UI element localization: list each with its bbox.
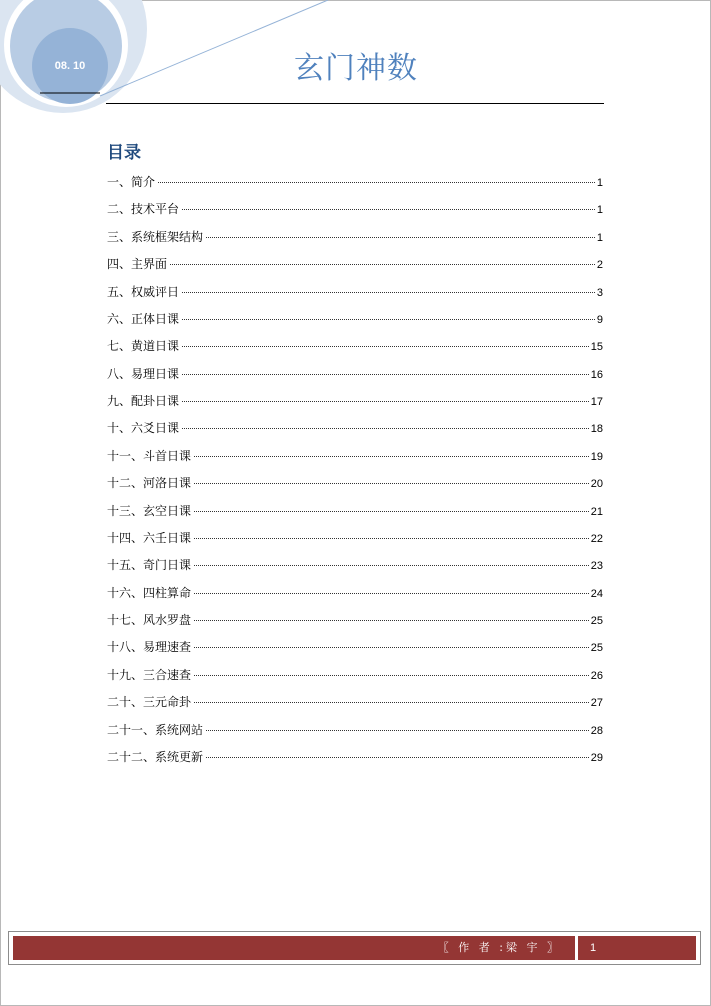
toc-leader	[182, 428, 589, 429]
toc-entry-page: 25	[590, 615, 603, 627]
toc-entry-label: 二、技术平台	[107, 202, 180, 217]
toc-leader	[182, 209, 595, 210]
toc-leader	[194, 593, 589, 594]
toc-leader	[182, 292, 595, 293]
toc-entry-page: 29	[590, 751, 603, 764]
title-rule	[106, 103, 604, 104]
toc-leader	[194, 456, 589, 457]
toc-entry-label: 十六、四柱算命	[107, 585, 192, 600]
toc-entry-label: 二十、三元命卦	[107, 695, 192, 710]
toc-entry[interactable]	[107, 525, 603, 552]
toc-entry-page: 2	[596, 259, 603, 272]
toc-entry-page: 20	[590, 478, 603, 491]
toc-entry-label: 十三、玄空日课	[107, 503, 192, 518]
toc-entry-page: 17	[590, 396, 603, 408]
toc-entry[interactable]	[107, 388, 603, 415]
toc-entry-page: 19	[590, 450, 603, 463]
toc-entry[interactable]	[107, 169, 603, 196]
toc-heading: 目录	[107, 143, 141, 163]
toc-entry-label: 十九、三合速查	[107, 667, 192, 682]
toc-leader	[158, 182, 595, 183]
toc-entry-label: 十二、河洛日课	[107, 476, 192, 491]
toc-entry-page: 24	[590, 587, 603, 600]
toc-entry-label: 十八、易理速查	[107, 640, 192, 655]
toc-entry-label: 九、配卦日课	[107, 394, 180, 408]
toc-entry[interactable]	[107, 580, 603, 607]
toc-entry-label: 八、易理日课	[107, 366, 180, 381]
toc-leader	[182, 401, 589, 402]
toc-entry-label: 二十一、系统网站	[107, 722, 204, 737]
toc-entry[interactable]	[107, 361, 603, 388]
toc-entry[interactable]	[107, 744, 603, 771]
toc-entry-page: 22	[590, 532, 603, 545]
toc-entry[interactable]	[107, 634, 603, 661]
toc-entry-page: 16	[590, 368, 603, 381]
toc-entry-label: 三、系统框架结构	[107, 229, 204, 244]
toc-entry-label: 四、主界面	[107, 257, 168, 272]
toc-leader	[170, 264, 595, 265]
toc-entry[interactable]	[107, 306, 603, 333]
page-footer	[8, 931, 701, 965]
toc-entry-label: 一、简介	[107, 175, 156, 189]
toc-entry[interactable]	[107, 717, 603, 744]
toc-entry[interactable]	[107, 443, 603, 470]
toc-entry-label: 二十二、系统更新	[107, 749, 204, 764]
toc-leader	[194, 702, 589, 703]
toc-entry-label: 十五、奇门日课	[107, 558, 192, 573]
toc-entry[interactable]	[107, 498, 603, 525]
toc-leader	[182, 374, 589, 375]
toc-leader	[182, 319, 595, 320]
toc-entry-page: 23	[590, 560, 603, 573]
toc-entry[interactable]	[107, 415, 603, 442]
toc-entry-label: 十一、斗首日课	[107, 448, 192, 463]
toc-entry[interactable]	[107, 689, 603, 716]
toc-entry-page: 25	[590, 642, 603, 655]
toc-leader	[206, 757, 589, 758]
toc-leader	[194, 538, 589, 539]
toc-entry-page: 27	[590, 697, 603, 710]
toc-entry-page: 15	[590, 341, 603, 354]
toc-entry-page: 3	[596, 286, 603, 299]
toc-entry-page: 1	[596, 231, 603, 244]
toc-entry-label: 七、黄道日课	[107, 339, 180, 354]
footer-author: 〖 作 者 :梁 宇 〗	[437, 941, 561, 954]
footer-page-number: 1	[590, 942, 597, 954]
footer-bar	[13, 936, 696, 960]
table-of-contents	[107, 169, 603, 771]
toc-entry[interactable]	[107, 224, 603, 251]
date-badge: 08. 10	[54, 60, 86, 72]
toc-entry-page: 9	[596, 313, 603, 326]
toc-leader	[194, 511, 589, 512]
toc-entry-page: 28	[590, 724, 603, 737]
toc-entry[interactable]	[107, 196, 603, 223]
document-title: 玄门神数	[294, 51, 418, 86]
toc-entry[interactable]	[107, 552, 603, 579]
toc-entry[interactable]	[107, 251, 603, 278]
toc-entry-page: 1	[596, 204, 603, 217]
toc-entry[interactable]	[107, 607, 603, 634]
toc-leader	[194, 620, 589, 621]
toc-entry-page: 21	[590, 505, 603, 518]
toc-entry[interactable]	[107, 662, 603, 689]
toc-leader	[194, 675, 589, 676]
toc-leader	[206, 730, 589, 731]
toc-entry[interactable]	[107, 279, 603, 306]
toc-entry[interactable]	[107, 333, 603, 360]
toc-entry[interactable]	[107, 470, 603, 497]
toc-leader	[194, 647, 589, 648]
toc-leader	[194, 565, 589, 566]
toc-leader	[194, 483, 589, 484]
toc-entry-page: 18	[590, 423, 603, 436]
toc-entry-label: 六、正体日课	[107, 311, 180, 326]
toc-entry-page: 26	[590, 669, 603, 682]
toc-leader	[182, 346, 589, 347]
toc-entry-label: 十七、风水罗盘	[107, 613, 192, 627]
toc-entry-label: 十、六爻日课	[107, 421, 180, 436]
toc-entry-label: 五、权威评日	[107, 284, 180, 299]
toc-entry-label: 十四、六壬日课	[107, 530, 192, 545]
toc-leader	[206, 237, 595, 238]
toc-entry-page: 1	[596, 177, 603, 189]
